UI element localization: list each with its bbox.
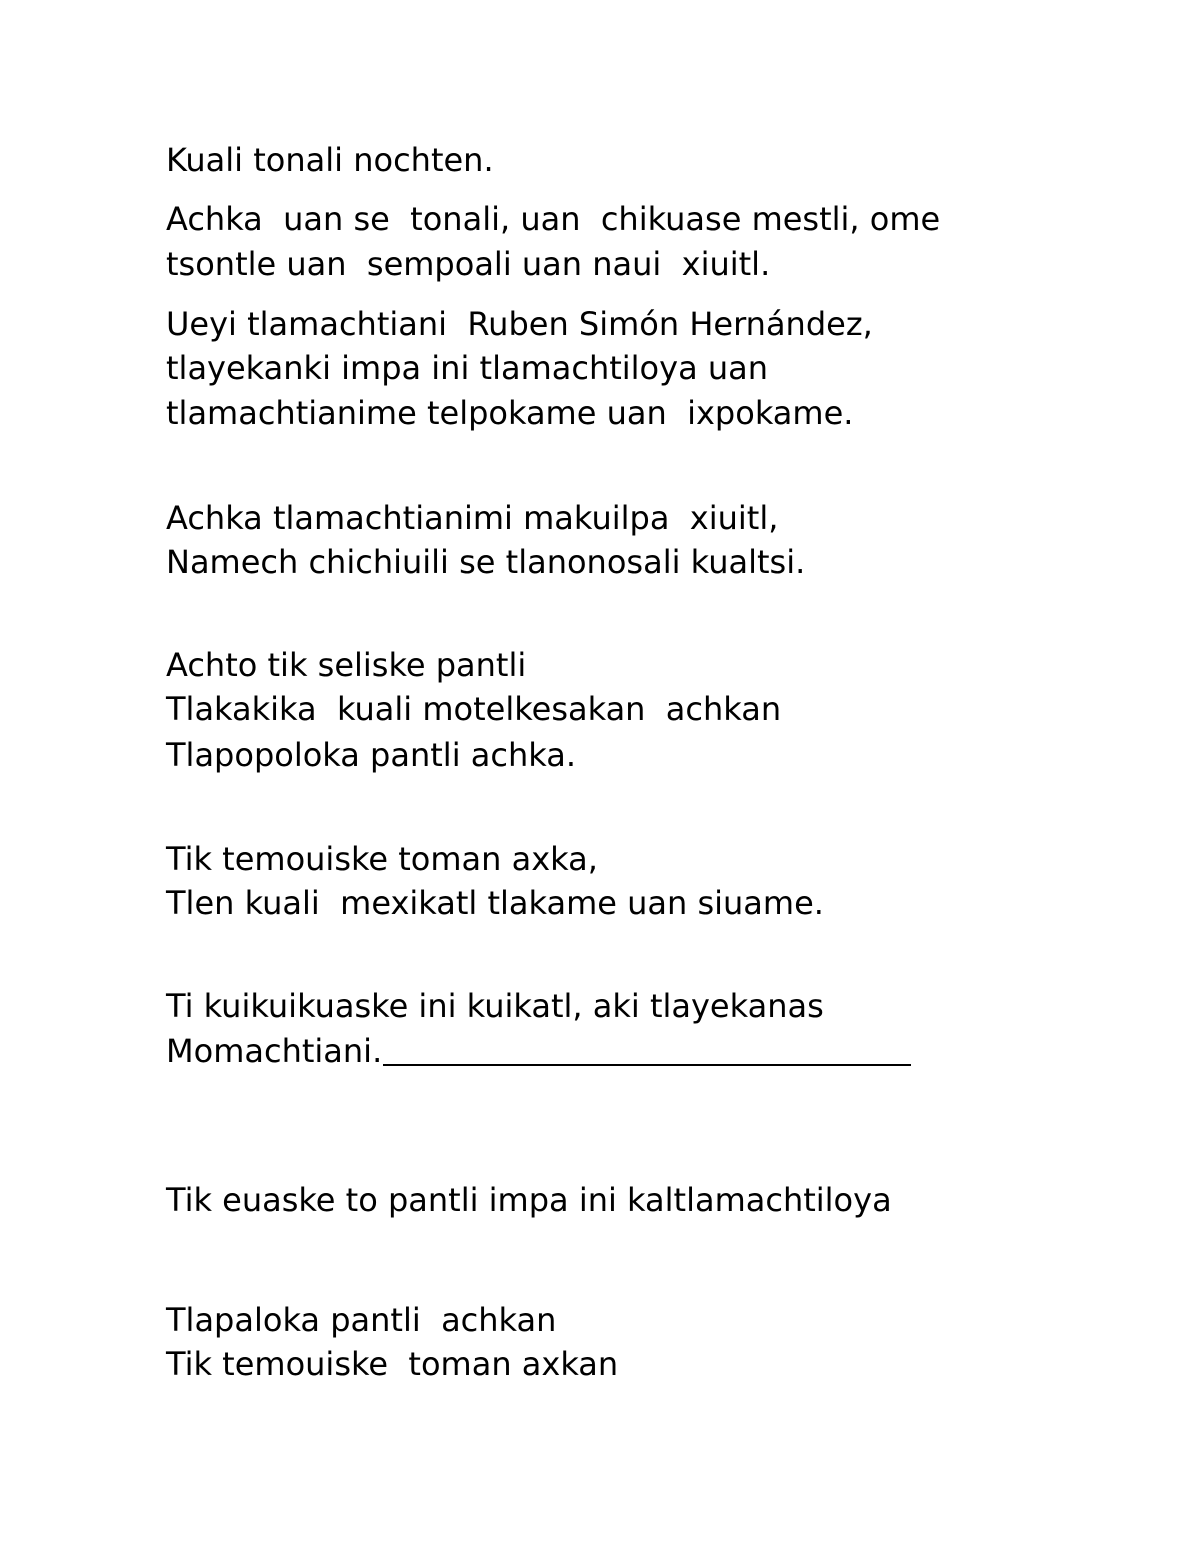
text-line: Tlakakika kuali motelkesakan achkan [166,690,782,728]
text-line: Achto tik seliske pantli [166,646,527,684]
text-line: tlamachtianime telpokame uan ixpokame. [166,394,854,432]
text-line: Tik temouiske toman axka, [166,840,598,878]
text-line: Tik temouiske toman axkan [166,1345,619,1383]
text-line: Achka uan se tonali, uan chikuase mestli, ome [166,200,941,238]
text-line: tlayekanki impa ini tlamachtiloya uan [166,349,769,387]
text-line: Momachtiani. [166,1032,383,1070]
text-line: Kuali tonali nochten. [166,141,494,179]
fill-in-blank-line [383,1064,911,1066]
text-line: Namech chichiuili se tlanonosali kualtsi. [166,543,806,581]
text-line: Achka tlamachtianimi makuilpa xiuitl, [166,499,779,537]
text-line: tsontle uan sempoali uan naui xiuitl. [166,245,771,283]
text-line: Tlapopoloka pantli achka. [166,736,576,774]
text-line-with-blank [166,1029,911,1073]
text-line: Tlen kuali mexikatl tlakame uan siuame. [166,884,824,922]
text-line: Tlapaloka pantli achkan [166,1301,557,1339]
text-line: Ueyi tlamachtiani Ruben Simón Hernández, [166,305,873,343]
text-line: Tik euaske to pantli impa ini kaltlamachtiloya [166,1181,892,1219]
text-line: Ti kuikuikuaske ini kuikatl, aki tlayekanas [166,987,824,1025]
